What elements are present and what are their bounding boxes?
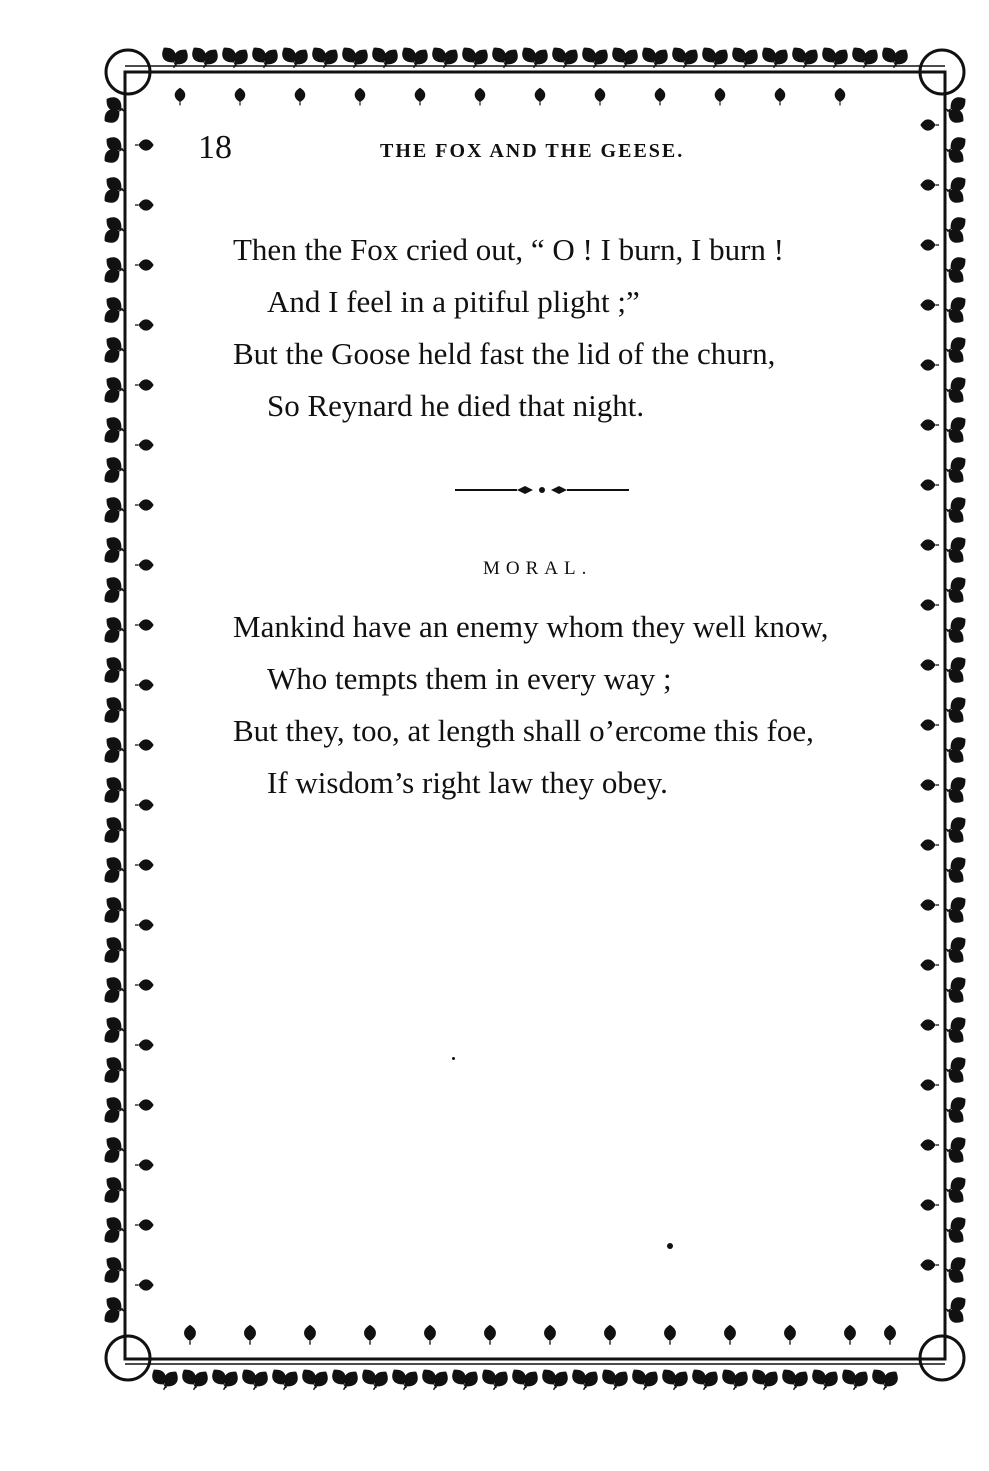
poem-line: And I feel in a pitiful plight ;” [267,284,640,319]
moral-line: But they, too, at length shall o’ercome this foe, [233,713,814,748]
poem-line: So Reynard he died that night. [267,388,645,423]
moral-line: Mankind have an enemy whom they well know, [233,609,829,644]
moral-stanza [233,601,828,809]
poem-stanza [233,224,784,432]
poem-line: But the Goose held fast the lid of the churn, [233,336,776,371]
print-speck [452,1057,455,1060]
poem-line: Then the Fox cried out, “ O ! I burn, I burn ! [233,232,784,267]
running-title: THE FOX AND THE GEESE. [380,140,685,162]
dash-dot-divider-icon [455,478,629,502]
page-number: 18 [198,129,232,166]
moral-line: If wisdom’s right law they obey. [267,765,668,800]
moral-heading: MORAL. [483,558,593,579]
moral-line: Who tempts them in every way ; [267,661,672,696]
print-speck [667,1243,673,1249]
